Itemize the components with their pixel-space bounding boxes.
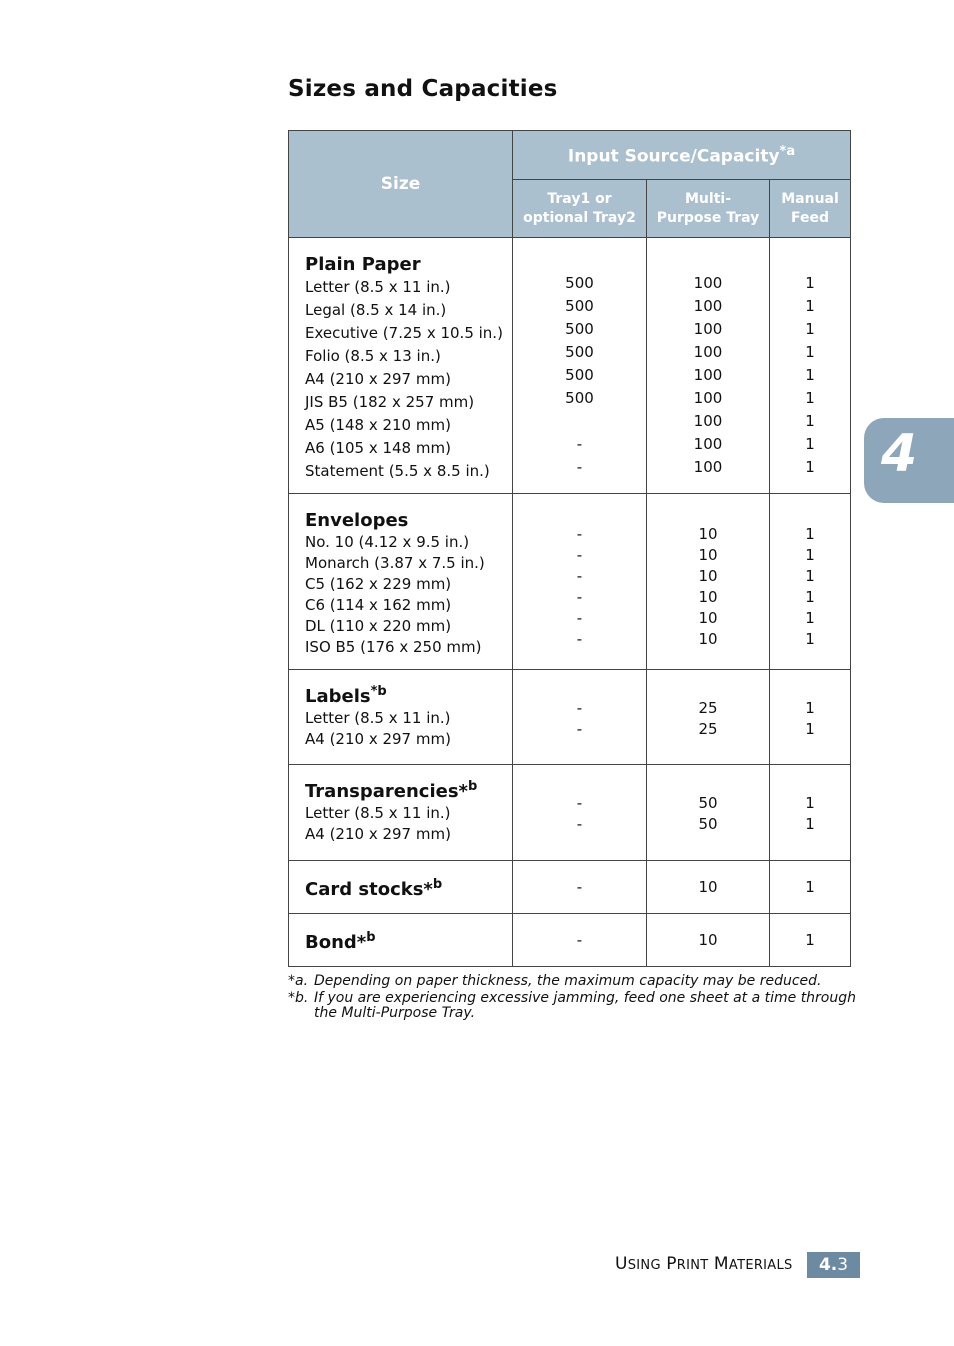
sizes-capacities-table bbox=[288, 130, 851, 967]
size-item: JIS B5 (182 x 257 mm) bbox=[305, 393, 475, 411]
capacity-value: - bbox=[576, 699, 583, 717]
capacity-value: 500 bbox=[565, 297, 594, 315]
capacity-value: 1 bbox=[805, 720, 815, 738]
tray-capacity-cell bbox=[513, 494, 647, 670]
mpt-capacity-cell bbox=[647, 765, 770, 861]
table-row bbox=[289, 494, 851, 670]
size-item: Letter (8.5 x 11 in.) bbox=[305, 278, 451, 296]
category-label: Bond*$^b$ bbox=[305, 930, 376, 953]
page-number: 4.3 bbox=[807, 1252, 860, 1278]
tray-capacity-cell bbox=[513, 670, 647, 765]
capacity-value: 1 bbox=[805, 815, 815, 833]
capacity-value: 500 bbox=[565, 366, 594, 384]
capacity-value: 1 bbox=[805, 525, 815, 543]
capacity-value: 100 bbox=[693, 274, 723, 292]
capacity-value: 500 bbox=[565, 389, 594, 407]
capacity-value: - bbox=[576, 815, 583, 833]
capacity-value: - bbox=[576, 588, 583, 606]
size-cell bbox=[289, 494, 513, 670]
column-header-size: Size bbox=[289, 131, 513, 238]
size-item: Folio (8.5 x 13 in.) bbox=[305, 347, 441, 365]
manual-capacity-cell: 1 bbox=[770, 861, 851, 914]
capacity-value: 1 bbox=[805, 435, 815, 453]
capacity-value: 1 bbox=[805, 794, 815, 812]
capacity-value: - bbox=[576, 458, 583, 476]
footnotes bbox=[288, 974, 858, 1023]
size-item: A4 (210 x 297 mm) bbox=[305, 825, 451, 843]
size-item: ISO B5 (176 x 250 mm) bbox=[305, 638, 482, 656]
size-item: A6 (105 x 148 mm) bbox=[305, 439, 451, 457]
capacity-value: 100 bbox=[693, 343, 723, 361]
capacity-value: 100 bbox=[693, 435, 723, 453]
capacity-value: - bbox=[576, 567, 583, 585]
capacity-value: 500 bbox=[565, 343, 594, 361]
size-cell bbox=[289, 861, 513, 914]
capacity-value: 10 bbox=[698, 588, 718, 606]
size-item: A5 (148 x 210 mm) bbox=[305, 416, 451, 434]
mpt-capacity-cell bbox=[647, 494, 770, 670]
footer-section-title: USING PRINT MATERIALS bbox=[615, 1254, 793, 1274]
column-header-multipurpose-tray: Multi- Purpose Tray bbox=[647, 180, 770, 238]
size-cell bbox=[289, 670, 513, 765]
tray-capacity-cell bbox=[513, 765, 647, 861]
size-item: Legal (8.5 x 14 in.) bbox=[305, 301, 447, 319]
page-title: Sizes and Capacities bbox=[288, 76, 558, 102]
category-label: Labels$^{*b}$ bbox=[305, 684, 387, 707]
tray-capacity-cell: - bbox=[513, 861, 647, 914]
capacity-value: 10 bbox=[698, 609, 718, 627]
capacity-value: - bbox=[576, 435, 583, 453]
size-item: DL (110 x 220 mm) bbox=[305, 617, 452, 635]
size-item: C6 (114 x 162 mm) bbox=[305, 596, 452, 614]
table-row bbox=[289, 861, 851, 914]
category-label: Plain Paper bbox=[305, 254, 421, 275]
capacity-value: - bbox=[576, 630, 583, 648]
capacity-value: - bbox=[576, 525, 583, 543]
capacity-value: 1 bbox=[805, 389, 815, 407]
capacity-value: 50 bbox=[698, 794, 718, 812]
size-cell bbox=[289, 914, 513, 967]
capacity-value: 1 bbox=[805, 588, 815, 606]
capacity-value: 500 bbox=[565, 320, 594, 338]
capacity-value: 1 bbox=[805, 297, 815, 315]
capacity-value: 100 bbox=[693, 389, 723, 407]
table-row bbox=[289, 670, 851, 765]
capacity-value: 50 bbox=[698, 815, 718, 833]
category-label: Transparencies*$^b$ bbox=[305, 779, 478, 802]
chapter-tab: 4 bbox=[864, 418, 954, 503]
capacity-value bbox=[513, 410, 646, 433]
capacity-value: - bbox=[576, 720, 583, 738]
size-item: A4 (210 x 297 mm) bbox=[305, 370, 451, 388]
size-item: Monarch (3.87 x 7.5 in.) bbox=[305, 554, 485, 572]
capacity-value: - bbox=[576, 794, 583, 812]
capacity-value: 100 bbox=[693, 297, 723, 315]
capacity-value: 1 bbox=[805, 320, 815, 338]
capacity-value: 500 bbox=[565, 274, 594, 292]
size-item: Letter (8.5 x 11 in.) bbox=[305, 709, 451, 727]
capacity-value: 10 bbox=[698, 630, 718, 648]
size-item: Executive (7.25 x 10.5 in.) bbox=[305, 324, 503, 342]
table-row bbox=[289, 238, 851, 494]
manual-capacity-cell bbox=[770, 670, 851, 765]
capacity-value: 1 bbox=[805, 567, 815, 585]
capacity-value: 1 bbox=[805, 458, 815, 476]
tray-capacity-cell: - bbox=[513, 914, 647, 967]
manual-capacity-cell bbox=[770, 765, 851, 861]
capacity-value: 100 bbox=[693, 458, 723, 476]
capacity-value: 100 bbox=[693, 366, 723, 384]
capacity-value: 1 bbox=[805, 609, 815, 627]
table-row bbox=[289, 914, 851, 967]
manual-capacity-cell bbox=[770, 494, 851, 670]
footnote-mark: *a bbox=[779, 143, 796, 159]
size-item: Letter (8.5 x 11 in.) bbox=[305, 804, 451, 822]
size-item: Statement (5.5 x 8.5 in.) bbox=[305, 462, 490, 480]
capacity-value: 1 bbox=[805, 630, 815, 648]
capacity-value: 100 bbox=[693, 412, 723, 430]
manual-capacity-cell: 1 bbox=[770, 914, 851, 967]
size-item: No. 10 (4.12 x 9.5 in.) bbox=[305, 533, 470, 551]
mpt-capacity-cell: 10 bbox=[647, 861, 770, 914]
column-header-tray: Tray1 or optional Tray2 bbox=[513, 180, 647, 238]
capacity-value: 1 bbox=[805, 412, 815, 430]
capacity-value: 25 bbox=[698, 720, 718, 738]
size-cell bbox=[289, 238, 513, 494]
tray-capacity-cell bbox=[513, 238, 647, 494]
size-item: A4 (210 x 297 mm) bbox=[305, 730, 451, 748]
column-header-manual-feed: Manual Feed bbox=[770, 180, 851, 238]
manual-capacity-cell bbox=[770, 238, 851, 494]
capacity-value: 1 bbox=[805, 343, 815, 361]
capacity-value: 1 bbox=[805, 274, 815, 292]
table-body bbox=[289, 238, 851, 967]
footnote-a: *a. Depending on paper thickness, the maximum capacity may be reduced. bbox=[288, 973, 822, 989]
capacity-value: 25 bbox=[698, 699, 718, 717]
capacity-value: 10 bbox=[698, 546, 718, 564]
capacity-value: 1 bbox=[805, 366, 815, 384]
table-row bbox=[289, 765, 851, 861]
capacity-value: 1 bbox=[805, 546, 815, 564]
mpt-capacity-cell: 10 bbox=[647, 914, 770, 967]
capacity-value: 10 bbox=[698, 525, 718, 543]
column-header-input-source: Input Source/Capacity$^{*a}$ bbox=[513, 131, 851, 180]
capacity-value: 1 bbox=[805, 699, 815, 717]
category-label: Envelopes bbox=[305, 510, 409, 531]
capacity-value: 100 bbox=[693, 320, 723, 338]
category-label: Card stocks*$^b$ bbox=[305, 877, 443, 900]
size-cell bbox=[289, 765, 513, 861]
footnote-b: *b. If you are experiencing excessive jamming, feed one sheet at a time through the Multi-Purpose Tray. bbox=[288, 990, 857, 1021]
size-item: C5 (162 x 229 mm) bbox=[305, 575, 452, 593]
capacity-value: - bbox=[576, 609, 583, 627]
capacity-value: 10 bbox=[698, 567, 718, 585]
mpt-capacity-cell bbox=[647, 670, 770, 765]
mpt-capacity-cell bbox=[647, 238, 770, 494]
capacity-value: - bbox=[576, 546, 583, 564]
